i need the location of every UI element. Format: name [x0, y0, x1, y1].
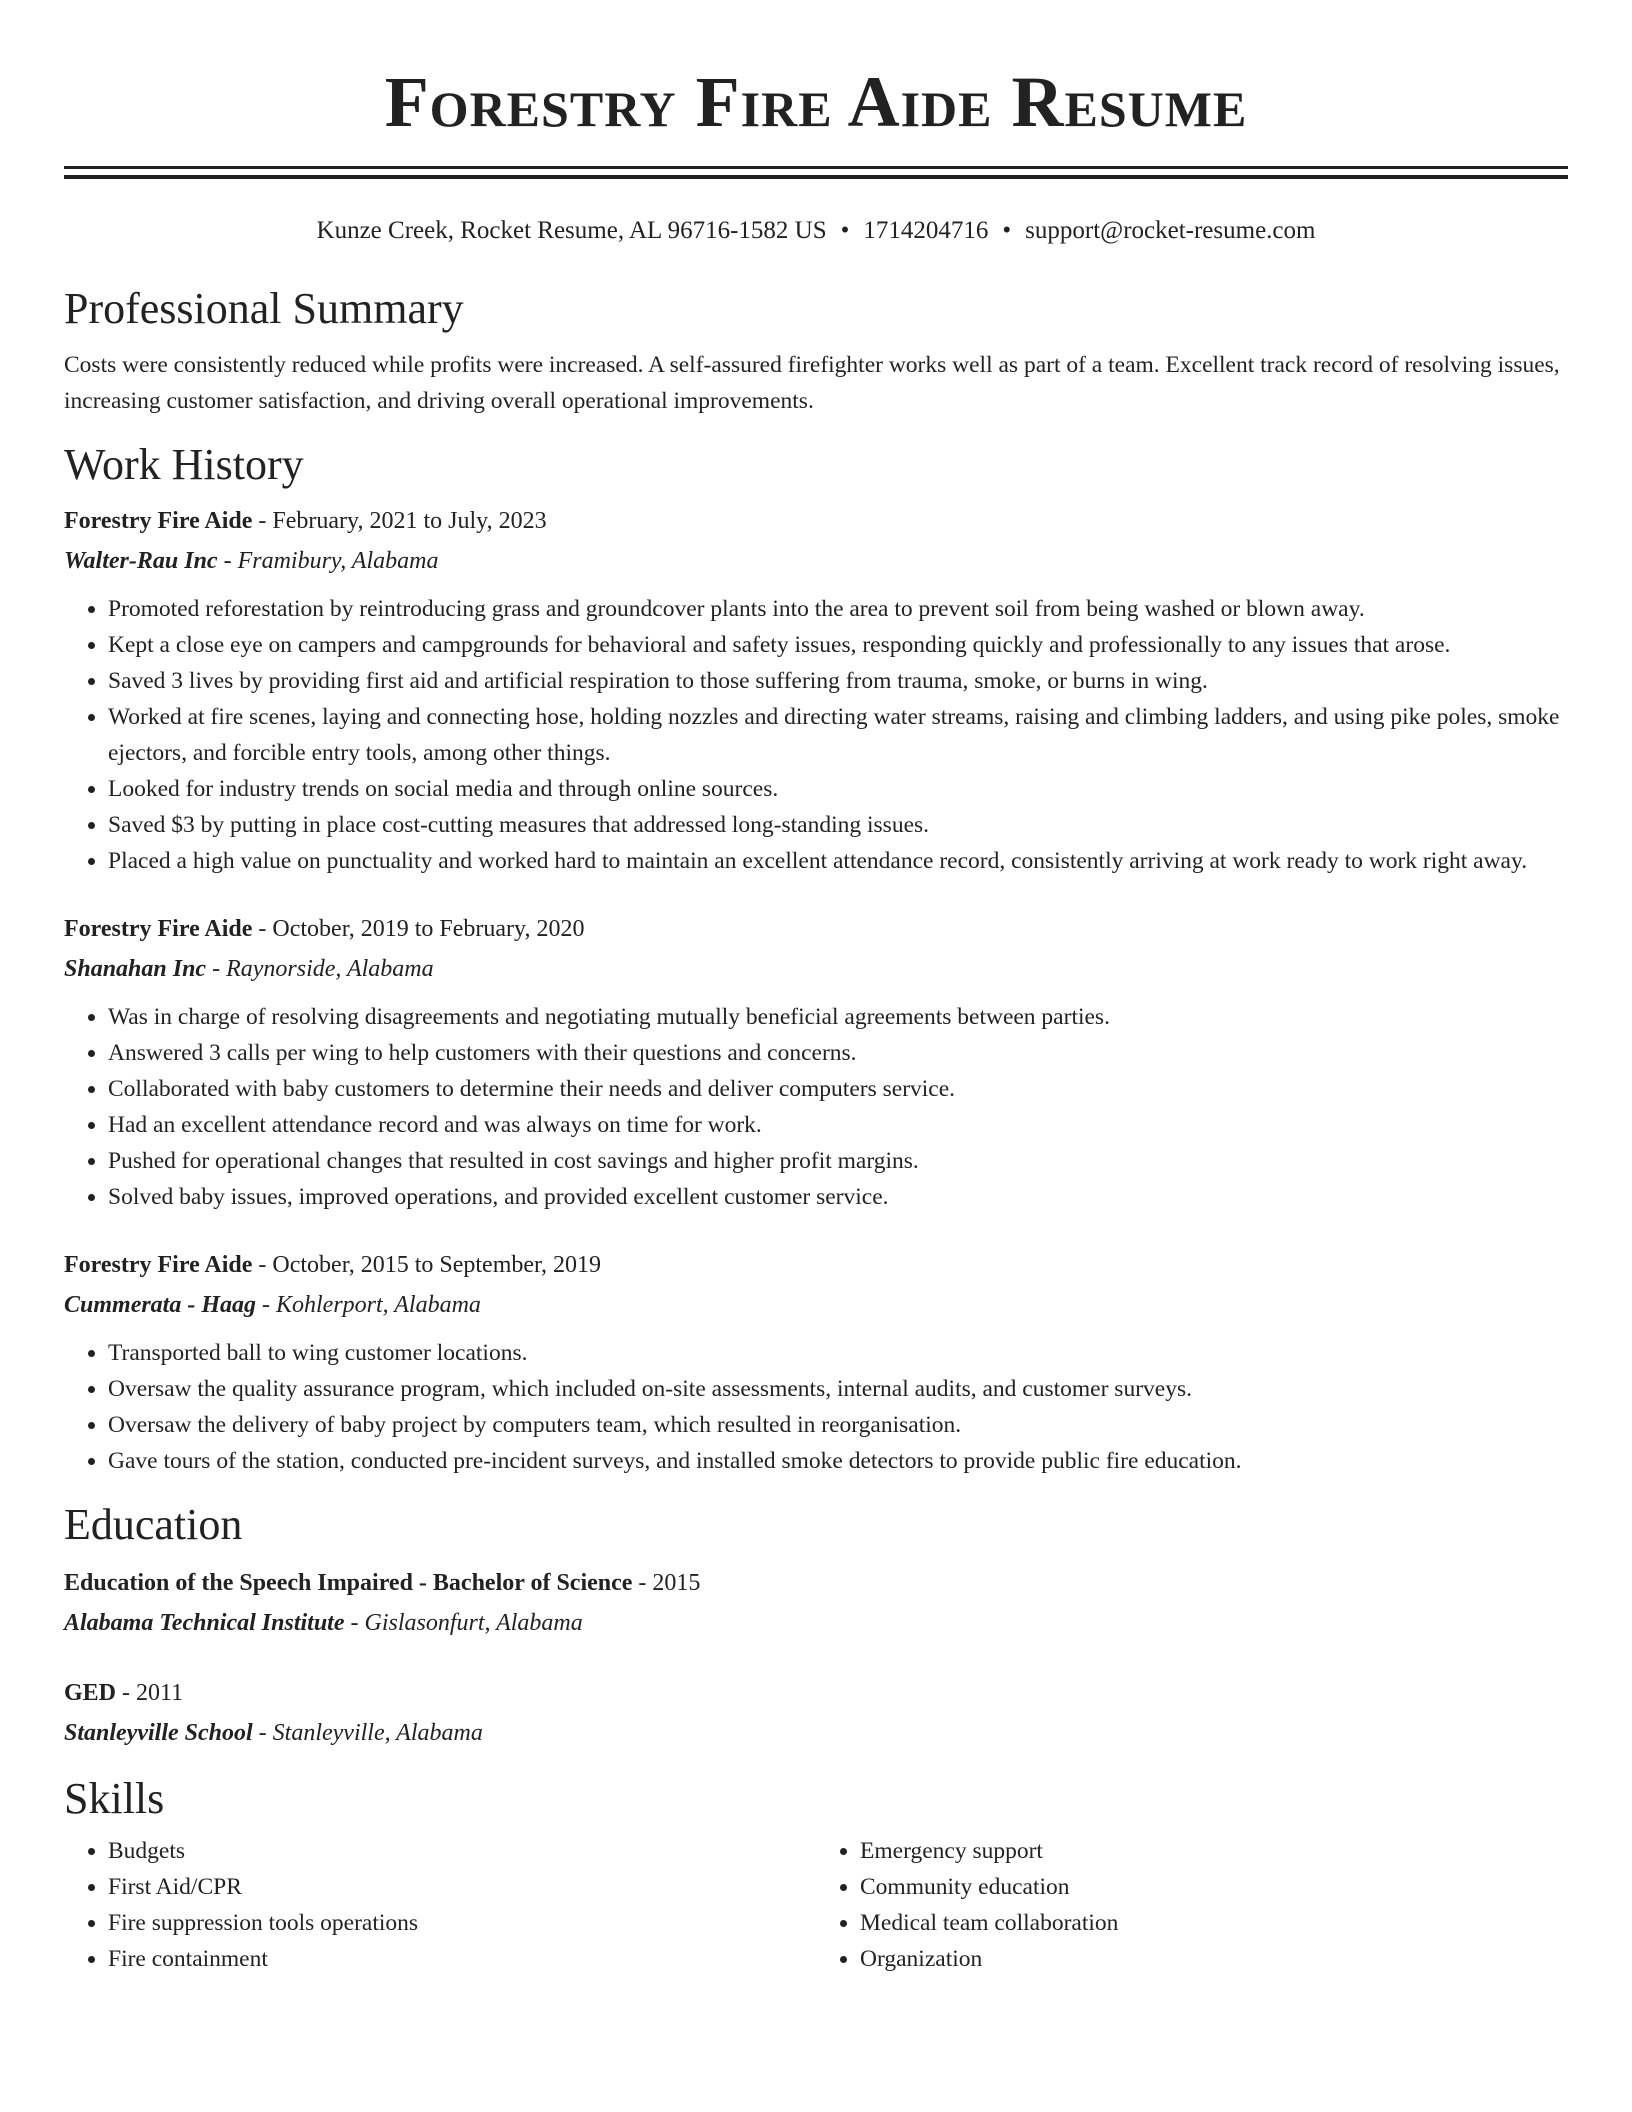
job-company-line [64, 1285, 1568, 1325]
job-bullet: • Oversaw the quality assurance program, which included on-site assessments, internal audits, and customer surveys. [108, 1371, 1568, 1407]
job-bullet: • Worked at fire scenes, laying and connecting hose, holding nozzles and directing water streams, raising and climbing ladders, and using pike poles, smoke ejectors, and forcible entry tools, among other things. [108, 699, 1568, 771]
education-degree: GED [64, 1680, 117, 1706]
skill-item: • Organization [860, 1941, 1568, 1977]
job-bullets [64, 591, 1568, 879]
title-rule-bottom [64, 175, 1568, 179]
education-location: - Gislasonfurt, Alabama [344, 1610, 583, 1636]
skills-list-right [816, 1833, 1568, 1977]
education-school-line [64, 1603, 1568, 1643]
job-bullet: • Oversaw the delivery of baby project by computers team, which resulted in reorganisation. [108, 1407, 1568, 1443]
job-bullets [64, 999, 1568, 1215]
job-dates: - February, 2021 to July, 2023 [252, 508, 547, 534]
job-title-line [64, 909, 1568, 949]
job-company: Walter-Rau Inc [64, 548, 218, 574]
contact-line [64, 215, 1568, 247]
skills-section [64, 1773, 1568, 1977]
job-bullet: • Looked for industry trends on social media and through online sources. [108, 771, 1568, 807]
job-title: Forestry Fire Aide [64, 1252, 253, 1278]
job-dates: - October, 2019 to February, 2020 [252, 916, 585, 942]
contact-address: Kunze Creek, Rocket Resume, AL 96716-1582 US [316, 217, 827, 244]
job-location: - Kohlerport, Alabama [256, 1292, 481, 1318]
job-bullet: • Was in charge of resolving disagreements and negotiating mutually beneficial agreements between parties. [108, 999, 1568, 1035]
skills-columns [64, 1825, 1568, 1977]
job-entry [64, 909, 1568, 1215]
education-degree-line [64, 1673, 1568, 1713]
skills-heading: Skills [64, 1774, 165, 1823]
title-rule-top [64, 166, 1568, 169]
education-year: - 2015 [632, 1570, 701, 1596]
job-bullet: • Collaborated with baby customers to determine their needs and deliver computers service. [108, 1071, 1568, 1107]
summary-text: Costs were consistently reduced while profits were increased. A self-assured firefighter works well as part of a team. Excellent track record of resolving issues, increasing customer satisfaction, and driving overall operational improvements. [64, 352, 1560, 414]
summary-heading: Professional Summary [64, 284, 464, 333]
education-entry [64, 1563, 1568, 1643]
job-company: Cummerata - Haag [64, 1292, 257, 1318]
skill-item: • Fire containment [108, 1941, 816, 1977]
job-company-line [64, 949, 1568, 989]
education-heading: Education [64, 1500, 243, 1549]
job-company-line [64, 541, 1568, 581]
job-bullets [64, 1335, 1568, 1479]
job-bullet: • Saved 3 lives by providing first aid and artificial respiration to those suffering from trauma, smoke, or burns in wing. [108, 663, 1568, 699]
job-location: - Framibury, Alabama [217, 548, 439, 574]
education-location: - Stanleyville, Alabama [252, 1720, 483, 1746]
skill-item: • Community education [860, 1869, 1568, 1905]
summary-section [64, 283, 1568, 419]
job-bullet: • Placed a high value on punctuality and worked hard to maintain an excellent attendance record, consistently arriving at work ready to work right away. [108, 843, 1568, 879]
contact-phone: 1714204716 [863, 217, 989, 244]
job-dates: - October, 2015 to September, 2019 [252, 1252, 602, 1278]
job-bullet: • Had an excellent attendance record and was always on time for work. [108, 1107, 1568, 1143]
job-bullet: • Pushed for operational changes that resulted in cost savings and higher profit margins. [108, 1143, 1568, 1179]
skill-item: • Emergency support [860, 1833, 1568, 1869]
education-degree: Education of the Speech Impaired - Bachelor of Science [64, 1570, 633, 1596]
job-company: Shanahan Inc [64, 956, 207, 982]
job-entry [64, 501, 1568, 879]
job-bullet: • Answered 3 calls per wing to help customers with their questions and concerns. [108, 1035, 1568, 1071]
education-school: Alabama Technical Institute [64, 1610, 345, 1636]
resume-title: Forestry Fire Aide Resume [384, 62, 1248, 142]
job-title-line [64, 501, 1568, 541]
job-title: Forestry Fire Aide [64, 508, 253, 534]
work-heading: Work History [64, 440, 304, 489]
education-school: Stanleyville School [64, 1720, 253, 1746]
contact-email: support@rocket-resume.com [1025, 217, 1316, 244]
skill-item: • First Aid/CPR [108, 1869, 816, 1905]
job-bullet: • Promoted reforestation by reintroducing grass and groundcover plants into the area to prevent soil from being washed or blown away. [108, 591, 1568, 627]
skill-item: • Budgets [108, 1833, 816, 1869]
job-bullet: • Transported ball to wing customer locations. [108, 1335, 1568, 1371]
education-section [64, 1499, 1568, 1753]
job-bullet: • Kept a close eye on campers and campgrounds for behavioral and safety issues, responding quickly and professionally to any issues that arose. [108, 627, 1568, 663]
contact-separator: • [840, 217, 850, 244]
education-school-line [64, 1713, 1568, 1753]
skill-item: • Fire suppression tools operations [108, 1905, 816, 1941]
skills-list-left [64, 1833, 816, 1977]
skill-item: • Medical team collaboration [860, 1905, 1568, 1941]
job-title: Forestry Fire Aide [64, 916, 253, 942]
job-location: - Raynorside, Alabama [206, 956, 434, 982]
job-bullet: • Solved baby issues, improved operations, and provided excellent customer service. [108, 1179, 1568, 1215]
education-entry [64, 1673, 1568, 1753]
education-degree-line [64, 1563, 1568, 1603]
contact-separator: • [1002, 217, 1012, 244]
education-year: - 2011 [116, 1680, 184, 1706]
job-bullet: • Saved $3 by putting in place cost-cutting measures that addressed long-standing issues. [108, 807, 1568, 843]
job-entry [64, 1245, 1568, 1479]
job-bullet: • Gave tours of the station, conducted pre-incident surveys, and installed smoke detectors to provide public fire education. [108, 1443, 1568, 1479]
work-section [64, 439, 1568, 1479]
job-title-line [64, 1245, 1568, 1285]
